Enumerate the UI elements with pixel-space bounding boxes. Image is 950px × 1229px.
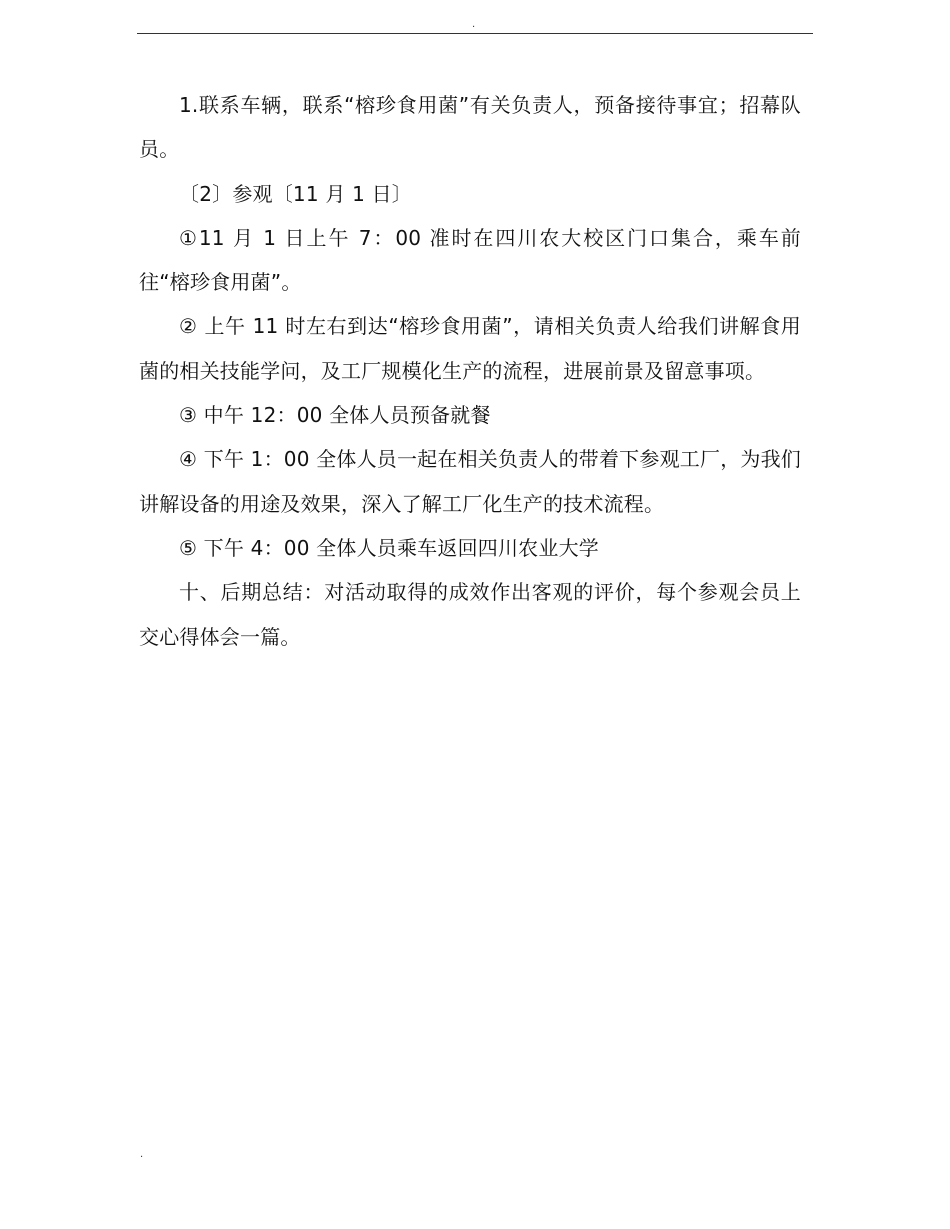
paragraph-step-3: ③ 中午 12：00 全体人员预备就餐 (179, 403, 491, 428)
paragraph-step-1: ①11 月 1 日上午 7：00 准时在四川农大校区门口集合，乘车前往“榕珍食用菌”。 (139, 225, 801, 295)
footer-mark: . (140, 1149, 144, 1160)
document-body (139, 83, 801, 659)
header-mark: . (472, 19, 476, 30)
paragraph-summary: 十、后期总结：对活动取得的成效作出客观的评价，每个参观会员上交心得体会一篇。 (139, 580, 801, 649)
paragraph-step-4: ④ 下午 1：00 全体人员一起在相关负责人的带着下参观工厂，为我们讲解设备的用途及效果，深入了解工厂化生产的技术流程。 (139, 447, 801, 516)
header-rule (137, 33, 813, 34)
paragraph-step-5: ⑤ 下午 4：00 全体人员乘车返回四川农业大学 (179, 535, 599, 560)
paragraph-prepare: 1.联系车辆，联系“榕珍食用菌”有关负责人，预备接待事宜；招幕队员。 (139, 93, 801, 162)
paragraph-visit-heading: 〔2〕参观〔11 月 1 日〕 (179, 181, 412, 206)
paragraph-step-2: ② 上午 11 时左右到达“榕珍食用菌”，请相关负责人给我们讲解食用菌的相关技能学问，及工厂规模化生产的流程，进展前景及留意事项。 (139, 314, 801, 383)
